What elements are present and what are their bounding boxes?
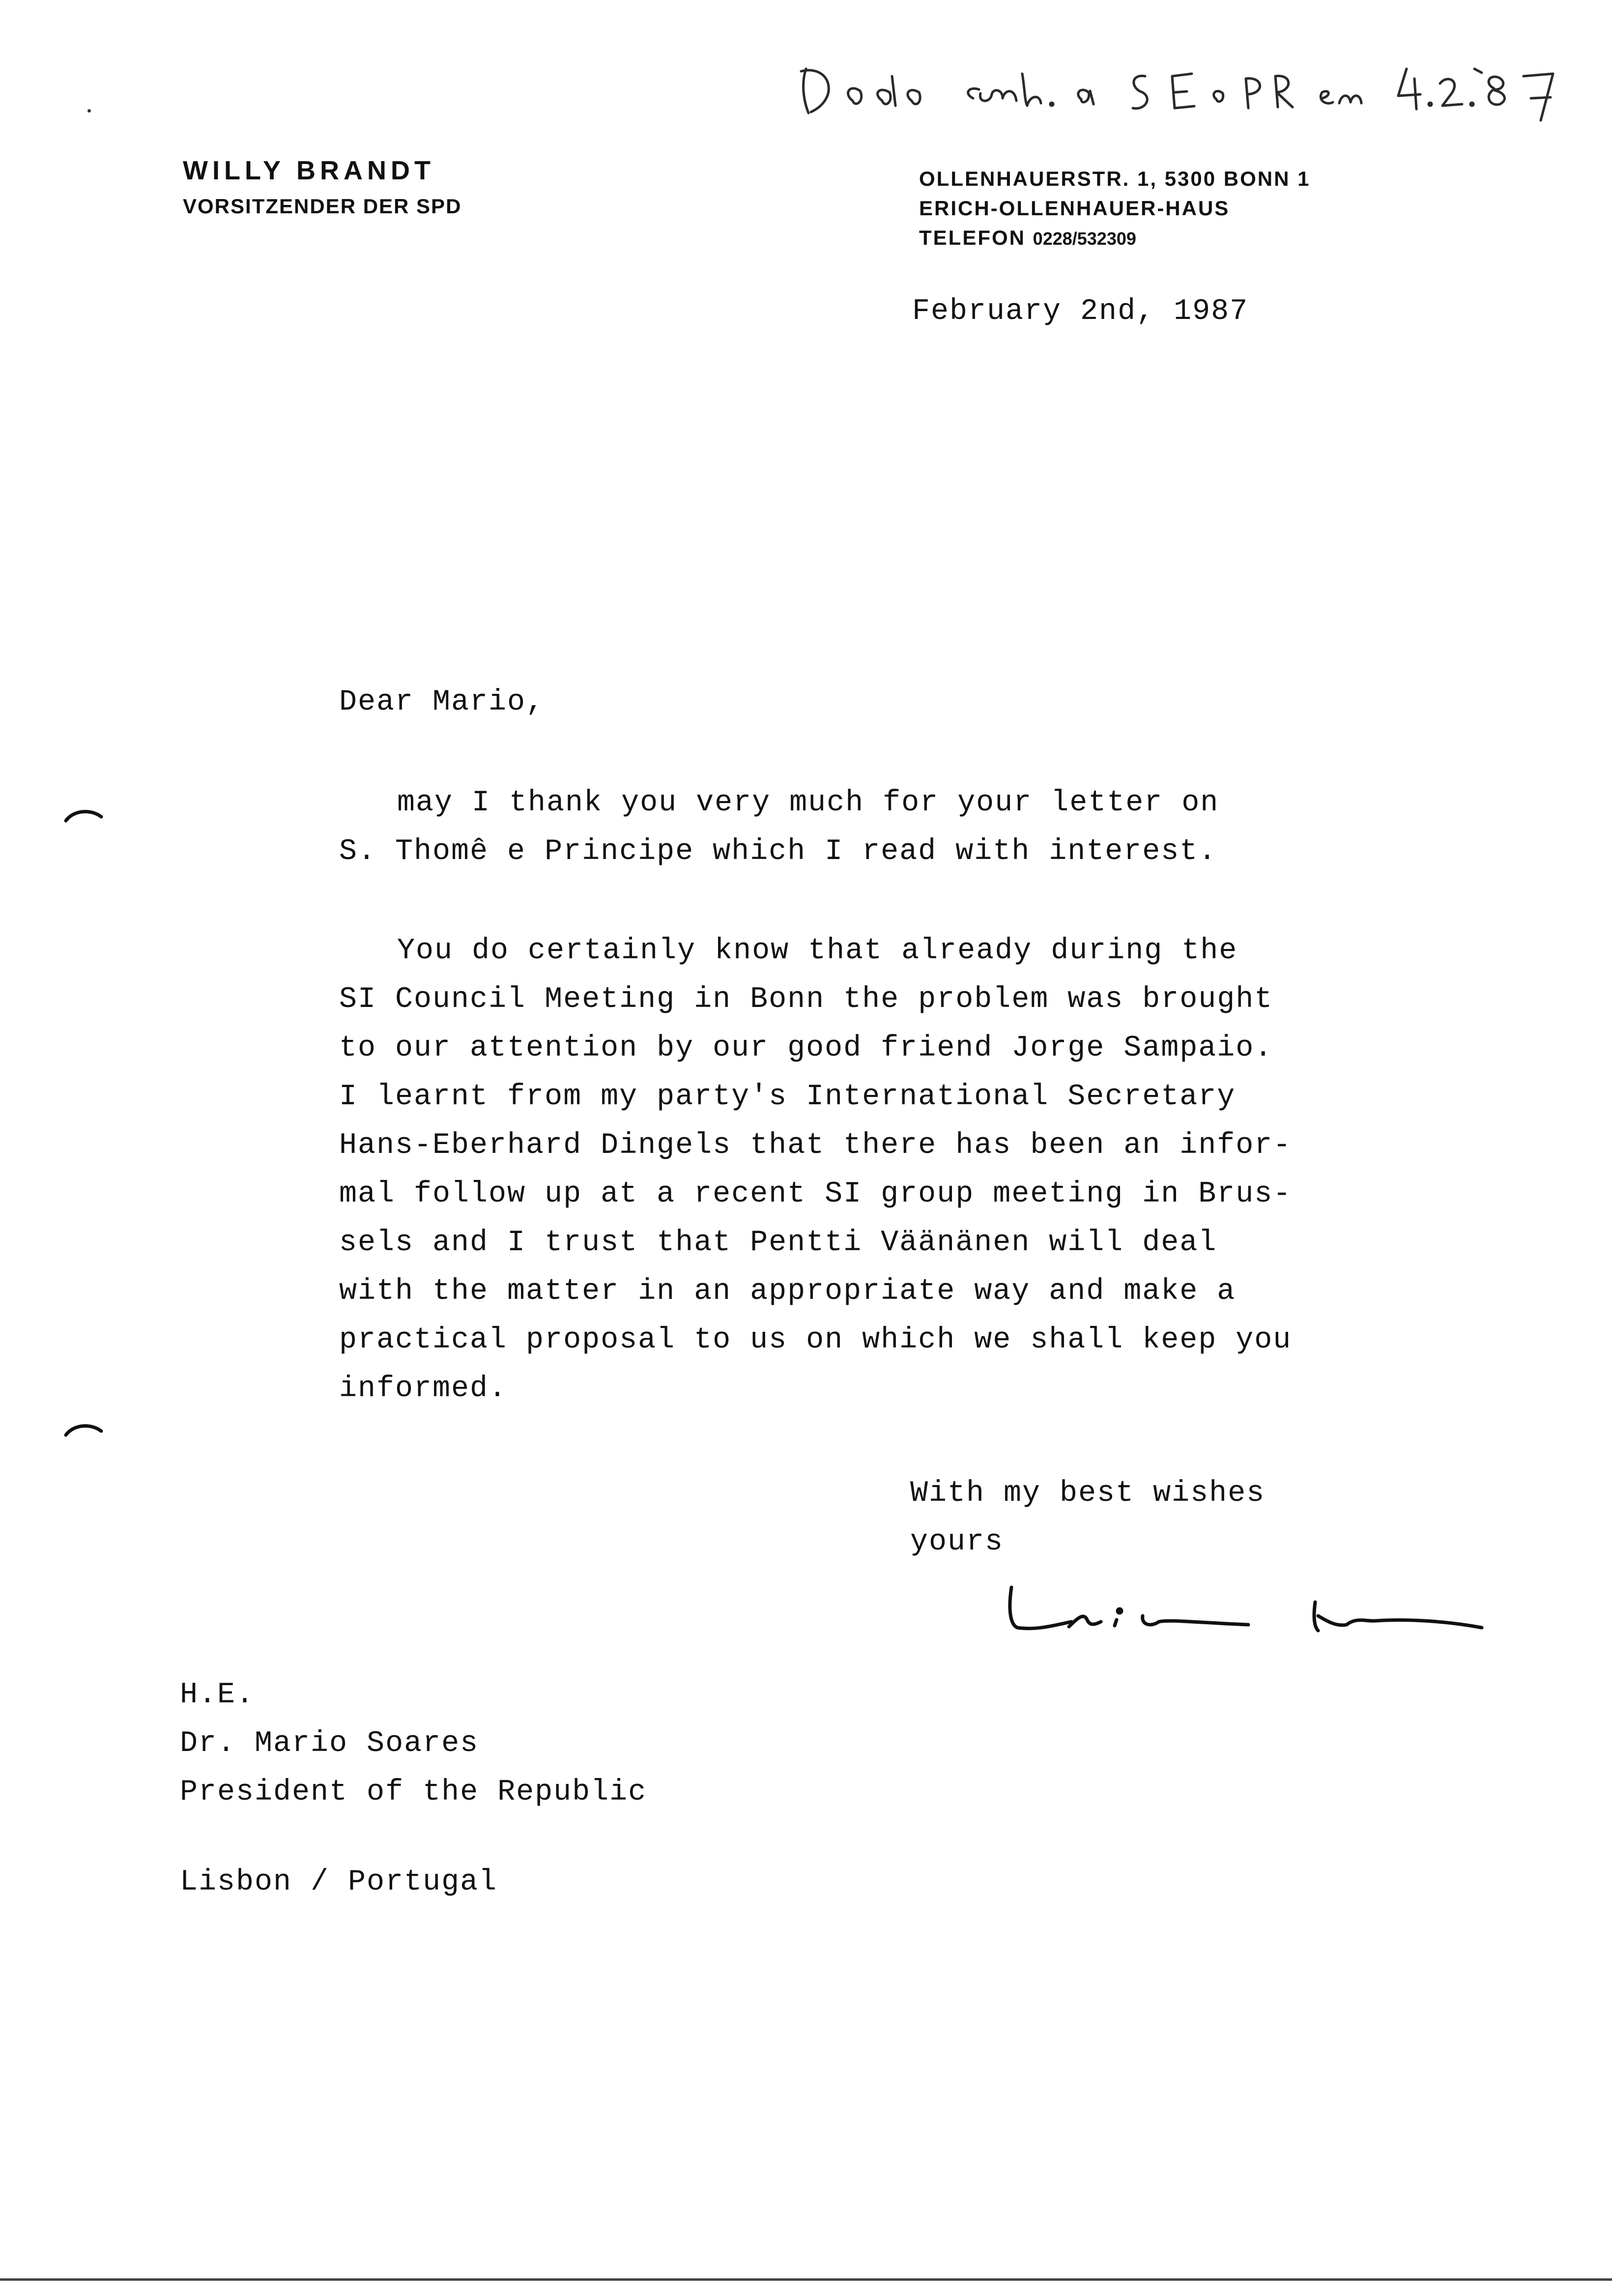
paragraph-2 (339, 927, 1371, 1413)
sender-address (919, 164, 1311, 254)
recipient-block (180, 1671, 647, 1817)
paragraph-line: You do certainly know that already during the (397, 934, 1238, 968)
paragraph-1 (339, 779, 1371, 876)
recipient-title: President of the Republic (180, 1776, 647, 1809)
phone-number: 0228/532309 (1033, 229, 1136, 249)
sender-name: WILLY BRANDT (183, 156, 435, 185)
address-line-phone (919, 223, 1311, 254)
paragraph-line: I learnt from my party's International Secretary (339, 1080, 1236, 1114)
address-line-building: ERICH-OLLENHAUER-HAUS (919, 197, 1230, 220)
punch-hole-mark (64, 1420, 103, 1440)
handwritten-annotation-text (796, 59, 1572, 103)
address-line-street: OLLENHAUERSTR. 1, 5300 BONN 1 (919, 167, 1311, 190)
recipient-name: Dr. Mario Soares (180, 1727, 479, 1760)
closing (910, 1469, 1265, 1567)
paragraph-line: informed. (339, 1372, 508, 1406)
paragraph-line: sels and I trust that Pentti Väänänen will deal (339, 1226, 1217, 1260)
paragraph-line: S. Thomê e Principe which I read with interest. (339, 835, 1217, 868)
sender-role: VORSITZENDER DER SPD (183, 195, 462, 218)
paragraph-line: Hans-Eberhard Dingels that there has been an infor- (339, 1129, 1292, 1162)
punch-hole-mark (64, 806, 103, 826)
scan-speck (87, 109, 91, 113)
paragraph-line: mal follow up at a recent SI group meeting in Brus- (339, 1177, 1292, 1211)
paragraph-line: may I thank you very much for your letter on (397, 786, 1219, 820)
closing-line-wishes: With my best wishes (910, 1477, 1266, 1510)
paragraph-line: to our attention by our good friend Jorge Sampaio. (339, 1032, 1273, 1065)
recipient-honorific: H.E. (180, 1678, 255, 1712)
handwritten-signature (1003, 1573, 1489, 1646)
paragraph-line: with the matter in an appropriate way and make a (339, 1275, 1236, 1308)
recipient-location: Lisbon / Portugal (180, 1866, 498, 1899)
salutation: Dear Mario, (339, 686, 545, 719)
letter-date: February 2nd, 1987 (912, 295, 1249, 328)
closing-line-yours: yours (910, 1525, 1004, 1559)
paragraph-line: practical proposal to us on which we shall keep you (339, 1323, 1292, 1357)
scan-edge-line (0, 2278, 1612, 2281)
paragraph-line: SI Council Meeting in Bonn the problem was brought (339, 983, 1273, 1016)
phone-label: TELEFON (919, 226, 1026, 249)
